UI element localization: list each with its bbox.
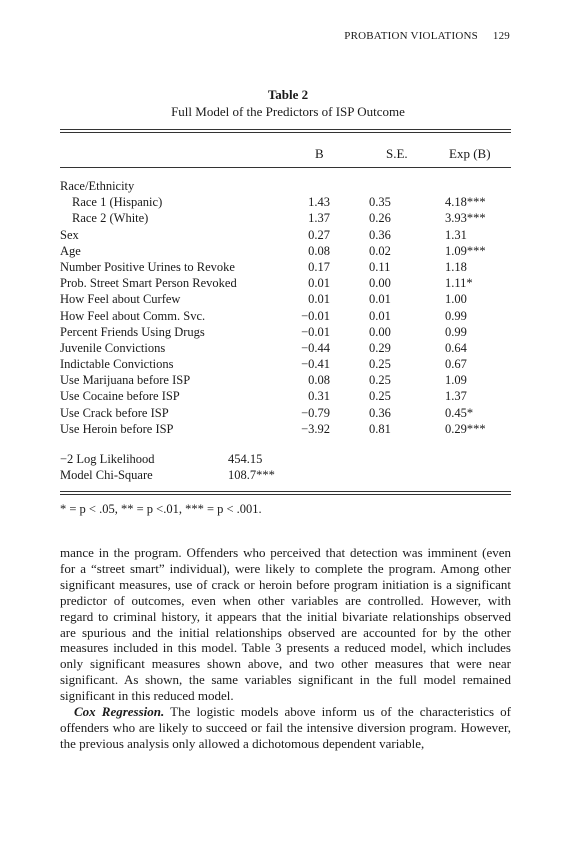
b-coefficient: −0.41 [301,357,330,372]
standard-error: 0.25 [369,373,391,388]
running-head [344,30,510,42]
standard-error: 0.29 [369,340,391,355]
table-row [60,178,511,194]
odds-ratio: 1.31 [445,227,467,242]
row-label: Race 2 (White) [72,211,149,226]
table-caption [0,86,576,120]
running-head-title: PROBATION VIOLATIONS [344,30,478,42]
fit-value: 454.15 [228,452,263,466]
odds-ratio: 0.99 [445,324,467,339]
odds-ratio: 0.67 [445,357,467,372]
row-label: Age [60,243,81,258]
paragraph-text: The logistic models above inform us of the characteristics of offenders who are likely to succeed or fail the intensive diversion program. However, the previous analysis only allowed a dichotomous dependent variable, [60,704,512,751]
column-header-se: S.E. [386,146,408,161]
row-label: Use Marijuana before ISP [60,373,191,388]
column-header-b: B [315,146,324,161]
standard-error: 0.01 [369,308,391,323]
row-label: Number Positive Urines to Revoke [60,259,235,274]
b-coefficient: −0.01 [301,324,330,339]
header-rule [60,167,511,168]
table-footnote: * = p < .05, ** = p <.01, *** = p < .001. [60,502,262,516]
row-label: Sex [60,227,79,242]
standard-error: 0.26 [369,211,391,226]
standard-error: 0.00 [369,276,391,291]
table-row [60,227,511,243]
odds-ratio: 0.29*** [445,421,486,436]
odds-ratio: 0.64 [445,340,467,355]
b-coefficient: −0.79 [301,405,330,420]
odds-ratio: 0.99 [445,308,467,323]
b-coefficient: 0.01 [308,276,330,291]
odds-ratio: 3.93*** [445,211,486,226]
b-coefficient: 0.01 [308,292,330,307]
odds-ratio: 4.18*** [445,195,486,210]
odds-ratio: 1.00 [445,292,467,307]
standard-error: 0.36 [369,405,391,420]
row-label: Race 1 (Hispanic) [72,195,163,210]
row-label: Indictable Convictions [60,357,174,372]
standard-error: 0.01 [369,292,391,307]
row-label: Prob. Street Smart Person Revoked [60,276,237,291]
table-row [60,275,511,291]
table-row [60,372,511,388]
table-row [60,308,511,324]
standard-error: 0.35 [369,195,391,210]
row-label: Percent Friends Using Drugs [60,324,205,339]
table-row [60,340,511,356]
standard-error: 0.11 [369,259,391,274]
odds-ratio: 1.11* [445,276,473,291]
section-heading: Cox Regression. [74,704,165,720]
body-paragraph [60,704,511,752]
page-number: 129 [492,30,510,42]
standard-error: 0.25 [369,357,391,372]
b-coefficient: −0.01 [301,308,330,323]
standard-error: 0.81 [369,421,391,436]
fit-label: −2 Log Likelihood [60,452,155,466]
body-paragraph: mance in the program. Offenders who perceived that detection was imminent (even for a “street smart” individual), were likely to complete the program. Among other significant measures, use of crack or heroin before program initiation is a significant predictor of outcomes, even when other variables are controlled. However, with regard to criminal history, it appears that the initial bivariate relationships observed are spurious and the initial relationships observed are accounted for by the other measures included in this model. Table 3 presents a reduced model, which includes only significant measures shown above, and two other measures that were near significant. As shown, the same variables significant in the full model remained significant in this reduced model. [60,545,511,704]
table-row [60,243,511,259]
row-label: How Feel about Curfew [60,292,181,307]
table-row [60,259,511,275]
table-body [60,178,511,437]
row-label: Use Cocaine before ISP [60,389,180,404]
odds-ratio: 1.09*** [445,243,486,258]
body-text [60,545,511,752]
standard-error: 0.25 [369,389,391,404]
table-top-rule [60,129,511,133]
fit-value: 108.7*** [228,468,275,482]
row-label: Use Heroin before ISP [60,421,174,436]
b-coefficient: 0.31 [308,389,330,404]
table-row [60,421,511,437]
odds-ratio: 1.09 [445,373,467,388]
table-row [60,194,511,210]
table-bottom-rule [60,491,511,495]
b-coefficient: −3.92 [301,421,330,436]
b-coefficient: 1.37 [308,211,330,226]
standard-error: 0.02 [369,243,391,258]
b-coefficient: 0.27 [308,227,330,242]
table-row [60,388,511,404]
row-label: Use Crack before ISP [60,405,169,420]
table-row [60,405,511,421]
row-label: How Feel about Comm. Svc. [60,308,206,323]
b-coefficient: 0.08 [308,373,330,388]
odds-ratio: 0.45* [445,405,474,420]
table-row [60,324,511,340]
table-number: Table 2 [267,87,309,102]
b-coefficient: −0.44 [301,340,330,355]
standard-error: 0.36 [369,227,391,242]
row-label: Juvenile Convictions [60,340,166,355]
b-coefficient: 0.08 [308,243,330,258]
odds-ratio: 1.18 [445,259,467,274]
b-coefficient: 1.43 [308,195,330,210]
standard-error: 0.00 [369,324,391,339]
b-coefficient: 0.17 [308,259,330,274]
table-row [60,210,511,226]
odds-ratio: 1.37 [445,389,467,404]
fit-label: Model Chi-Square [60,468,153,482]
row-label: Race/Ethnicity [60,179,135,193]
table-title: Full Model of the Predictors of ISP Outcome [171,104,405,119]
column-header-exp: Exp (B) [449,146,491,161]
table-row [60,291,511,307]
table-row [60,356,511,372]
